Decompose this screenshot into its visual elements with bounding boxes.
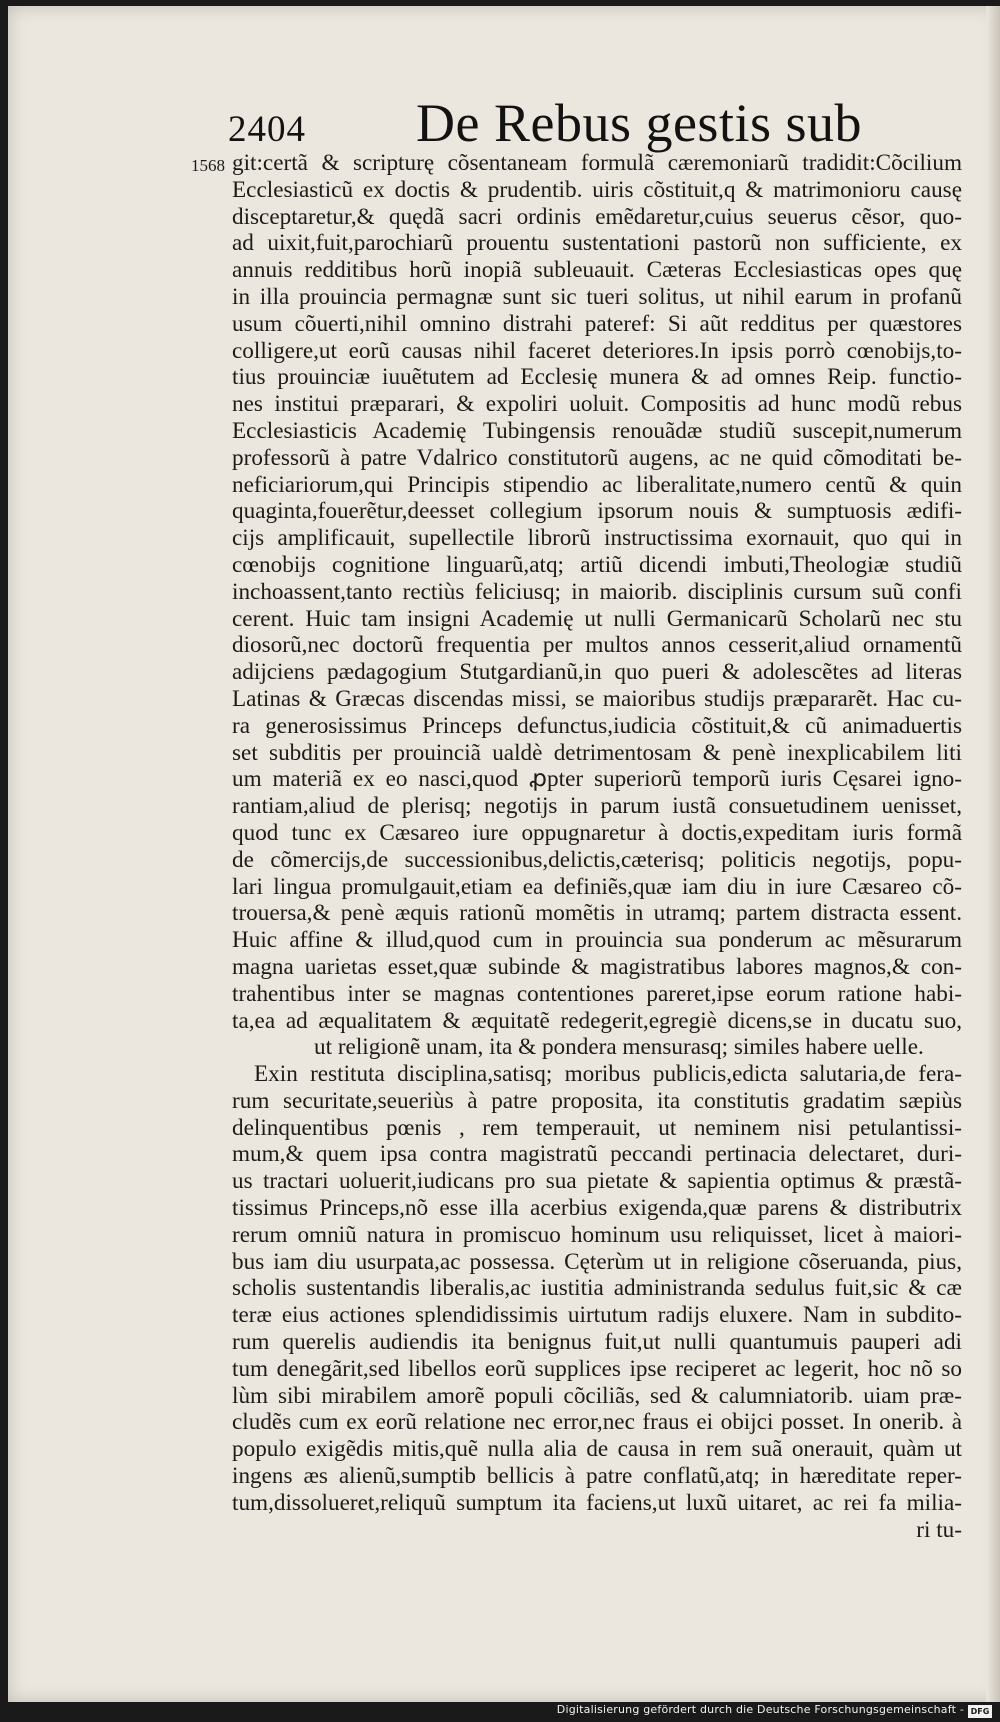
text-line: populo exigẽdis mitis,quẽ nulla alia de causa in rem suã onerauit, quàm ut [232, 1436, 962, 1463]
margin-year-note: 1568 [191, 156, 225, 175]
text-line: ta,ea ad æqualitatem & æquitatẽ redegerit,egregiè dicens,se in ducatu suo, [232, 1007, 962, 1034]
text-line: tum,dissolueret,reliquũ sumptum ita faciens,ut luxũ uitaret, ac rei fa milia- [232, 1489, 962, 1516]
text-line: usum cõuerti,nihil omnino distrahi pateref: Si aũt redditus per quæstores [232, 310, 962, 337]
text-line: tissimus Princeps,nõ esse illa acerbius exigenda,quæ parens & distributrix [232, 1195, 962, 1222]
text-line: colligere,ut eorũ causas nihil faceret deteriores.In ipsis porrò cœnobijs,to- [232, 337, 962, 364]
text-line: in illa prouincia permagnæ sunt sic tueri solitus, ut nihil earum in profanũ [232, 283, 962, 310]
text-line: cludẽs cum ex eorũ relatione nec error,nec fraus ei obijci posset. In onerib. à [232, 1409, 962, 1436]
text-line: professorũ à patre Vdalrico constitutorũ augens, ac ne quid cõmoditati be- [232, 444, 962, 471]
text-line: trahentibus inter se magnas contentiones pareret,ipse eorum ratione habi- [232, 980, 962, 1007]
text-line: lari lingua promulgauit,etiam ea definiẽs,quæ iam diu in iure Cæsareo cõ- [232, 873, 962, 900]
text-line: us tractari uoluerit,iudicans pro sua pietate & sapientia optimus & præstã- [232, 1168, 962, 1195]
text-line: cerent. Huic tam insigni Academię ut nulli Germanicarũ Scholarũ nec stu [232, 605, 962, 632]
text-line: rantiam,aliud de plerisq; negotijs in parum iustã consuetudinem uenisset, [232, 793, 962, 820]
text-line: Ecclesiasticis Academię Tubingensis renouãdæ studiũ suscepit,numerum [232, 417, 962, 444]
paragraph-end-line: ut religionẽ unam, ita & pondera mensurasq; similes habere uelle. [314, 1034, 924, 1061]
text-line: rum securitate,seueriùs à patre proposita, ita constitutis gradatim sæpiùs [232, 1087, 962, 1114]
text-line: adijciens pædagogium Stutgardianũ,in quo pueri & adolescẽtes ad literas [232, 659, 962, 686]
text-line: tum denegãrit,sed libellos eorũ supplices ipse reciperet ac legerit, hoc nõ so [232, 1355, 962, 1382]
text-line: cijs amplificauit, supellectile librorũ instructissima exornauit, quo qui in [232, 525, 962, 552]
text-line: magna uarietas esset,quæ subinde & magistratibus labores magnos,& con- [232, 953, 962, 980]
text-line: tius prouinciæ iuuẽtutem ad Ecclesię munera & ad omnes Reip. functio- [232, 364, 962, 391]
text-line: teræ eius actiones splendidissimis uirtutum radijs eluxere. Nam in subdito- [232, 1302, 962, 1329]
text-line: rum querelis audiendis ita benignus fuit,ut nulli quantumuis pauperi adi [232, 1329, 962, 1356]
catchword: ri tu- [916, 1516, 962, 1543]
text-line: ra generosissimus Princeps defunctus,iudicia cõstituit,& cũ animaduertis [232, 712, 962, 739]
text-line: annuis redditibus horũ inopiã subleuauit. Cæteras Ecclesiasticas opes quę [232, 257, 962, 284]
text-line: scholis sustentandis liberalis,ac iustitia administranda sedulus fuit,sic & cæ [232, 1275, 962, 1302]
text-line: de cõmercijs,de successionibus,delictis,cæterisq; politicis negotijs, popu- [232, 846, 962, 873]
paragraph-start-line: Exin restituta disciplina,satisq; moribus publicis,edicta salutaria,de fera- [254, 1061, 962, 1088]
text-line: ingens æs alienũ,sumptib bellicis à patre conflatũ,atq; in hæreditate reper- [232, 1463, 962, 1490]
running-head: De Rebus gestis sub [416, 93, 862, 153]
text-line: delinquentibus pœnis , rem temperauit, ut neminem nisi petulantissi- [232, 1114, 962, 1141]
text-line: lùm sibi mirabilem amorẽ populi cõciliãs, sed & calumniatorib. uiam præ- [232, 1382, 962, 1409]
text-line: quod tunc ex Cæsareo iure oppugnaretur à doctis,expeditam iuris formã [232, 819, 962, 846]
text-line: set subditis per prouinciã ualdè detrimentosam & penè inexplicabilem liti [232, 739, 962, 766]
text-line: trouersa,& penè æquis rationũ momẽtis in utramq; partem distracta essent. [232, 900, 962, 927]
text-line: rerum omniũ natura in promiscuo hominum usu reliquisset, licet à maiori- [232, 1221, 962, 1248]
text-line: ad uixit,fuit,parochiarũ prouentu sustentationi pastorũ non sufficiente, ex [232, 230, 962, 257]
body-text [232, 150, 962, 1543]
text-line: bus iam diu usurpata,ac possessa. Cęterùm ut in religione cõseruanda, pius, [232, 1248, 962, 1275]
text-line: disceptaretur,& quędã sacri ordinis emẽdaretur,cuius seuerus cẽsor, quo- [232, 203, 962, 230]
text-line: nes institui præparari, & expoliri uoluit. Compositis ad hunc modũ rebus [232, 391, 962, 418]
text-line: Ecclesiasticũ ex doctis & prudentib. uiris cõstituit,q & matrimonioru causę [232, 176, 962, 203]
text-line: um materiã ex eo nasci,quod ꝓpter superiorũ temporũ iuris Cęsarei igno- [232, 766, 962, 793]
text-line: cœnobijs cognitione linguarũ,atq; artiũ dicendi imbuti,Theologiæ studiũ [232, 551, 962, 578]
page-number: 2404 [228, 109, 306, 150]
dfg-logo: DFG [968, 1705, 992, 1718]
text-line: Latinas & Græcas discendas missi, se maioribus studijs præpararẽt. Hac cu- [232, 685, 962, 712]
text-line: quaginta,fouerẽtur,deesset collegium ipsorum nouis & sumptuosis ædifi- [232, 498, 962, 525]
text-line: diosorũ,nec doctorũ frequentia per multos annos cesserit,aliud ornamentũ [232, 632, 962, 659]
funding-note: Digitalisierung gefördert durch die Deutsche Forschungsgemeinschaft - [556, 1703, 964, 1716]
text-line: Huic affine & illud,quod cum in prouincia sua ponderum ac mẽsurarum [232, 927, 962, 954]
text-line: neficiariorum,qui Principis stipendio ac liberalitate,numero centũ & quin [232, 471, 962, 498]
text-line: inchoassent,tanto rectiùs feliciusq; in maiorib. disciplinis cursum suũ confi [232, 578, 962, 605]
text-line: git:certã & scripturę cõsentaneam formulã cæremoniarũ tradidit:Cõcilium [232, 150, 962, 176]
text-line: mum,& quem ipsa contra magistratũ peccandi pertinacia delectaret, duri- [232, 1141, 962, 1168]
